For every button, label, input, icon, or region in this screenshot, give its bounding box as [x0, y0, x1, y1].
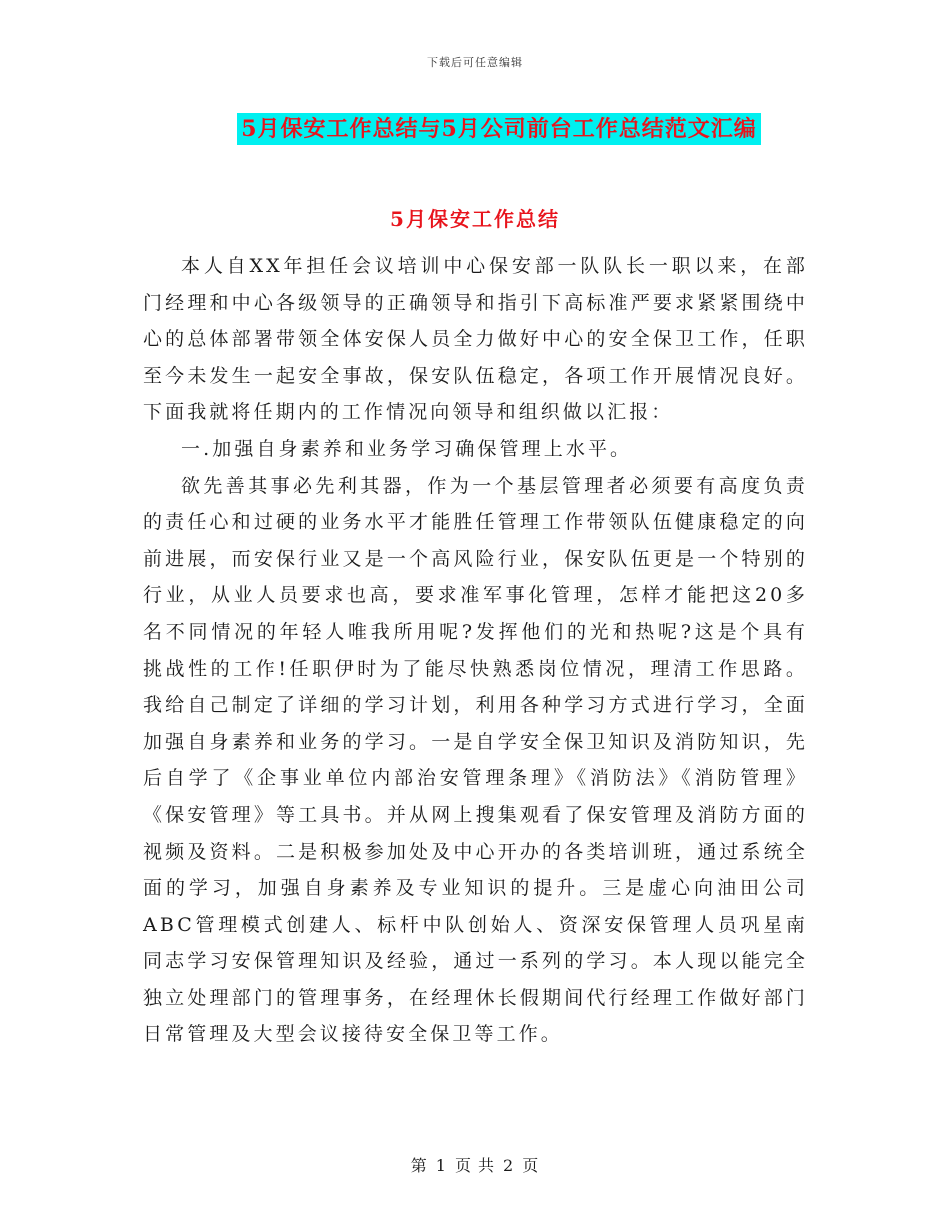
footer-current-page: 1	[435, 1156, 447, 1175]
document-title: 5月保安工作总结与5月公司前台工作总结范文汇编	[237, 113, 761, 145]
footer-suffix: 页	[522, 1156, 540, 1175]
paragraph-intro: 本人自XX年担任会议培训中心保安部一队队长一职以来，在部门经理和中心各级领导的正确领导和指引下高标准严要求紧紧围绕中心的总体部署带领全体安保人员全力做好中心的安全保卫工作，任职至今未发生一起安全事故，保安队伍稳定，各项工作开展情况良好。下面我就将任期内的工作情况向领导和组织做以汇报：	[143, 255, 808, 424]
document-title-container	[0, 113, 950, 145]
section-title: 5月保安工作总结	[390, 207, 560, 231]
page-header-note: 下载后可任意编辑	[427, 56, 523, 69]
footer-middle: 页 共	[454, 1156, 496, 1175]
paragraph-detail: 欲先善其事必先利其器，作为一个基层管理者必须要有高度负责的责任心和过硬的业务水平才能胜任管理工作带领队伍健康稳定的向前进展，而安保行业又是一个高风险行业，保安队伍更是一个特别的行业，从业人员要求也高，要求准军事化管理，怎样才能把这20多名不同情况的年轻人唯我所用呢?发挥他们的光和热呢?这是个具有挑战性的工作!任职伊时为了能尽快熟悉岗位情况，理清工作思路。我给自己制定了详细的学习计划，利用各种学习方式进行学习，全面加强自身素养和业务的学习。一是自学安全保卫知识及消防知识，先后自学了《企事业单位内部治安管理条理》《消防法》《消防管理》《保安管理》等工具书。并从网上搜集观看了保安管理及消防方面的视频及资料。二是积极参加处及中心开办的各类培训班，通过系统全面的学习，加强自身素养及专业知识的提升。三是虚心向油田公司ABC管理模式创建人、标杆中队创始人、资深安保管理人员巩星南同志学习安保管理知识及经验，通过一系列的学习。本人现以能完全独立处理部门的管理事务，在经理休长假期间代行经理工作做好部门日常管理及大型会议接待安全保卫等工作。	[143, 474, 808, 1046]
footer-total-pages: 2	[503, 1156, 515, 1175]
document-body	[143, 248, 808, 1053]
paragraph-heading-one: 一.加强自身素养和业务学习确保管理上水平。	[181, 437, 633, 460]
footer-prefix: 第	[410, 1156, 428, 1175]
page-footer	[0, 1153, 950, 1176]
